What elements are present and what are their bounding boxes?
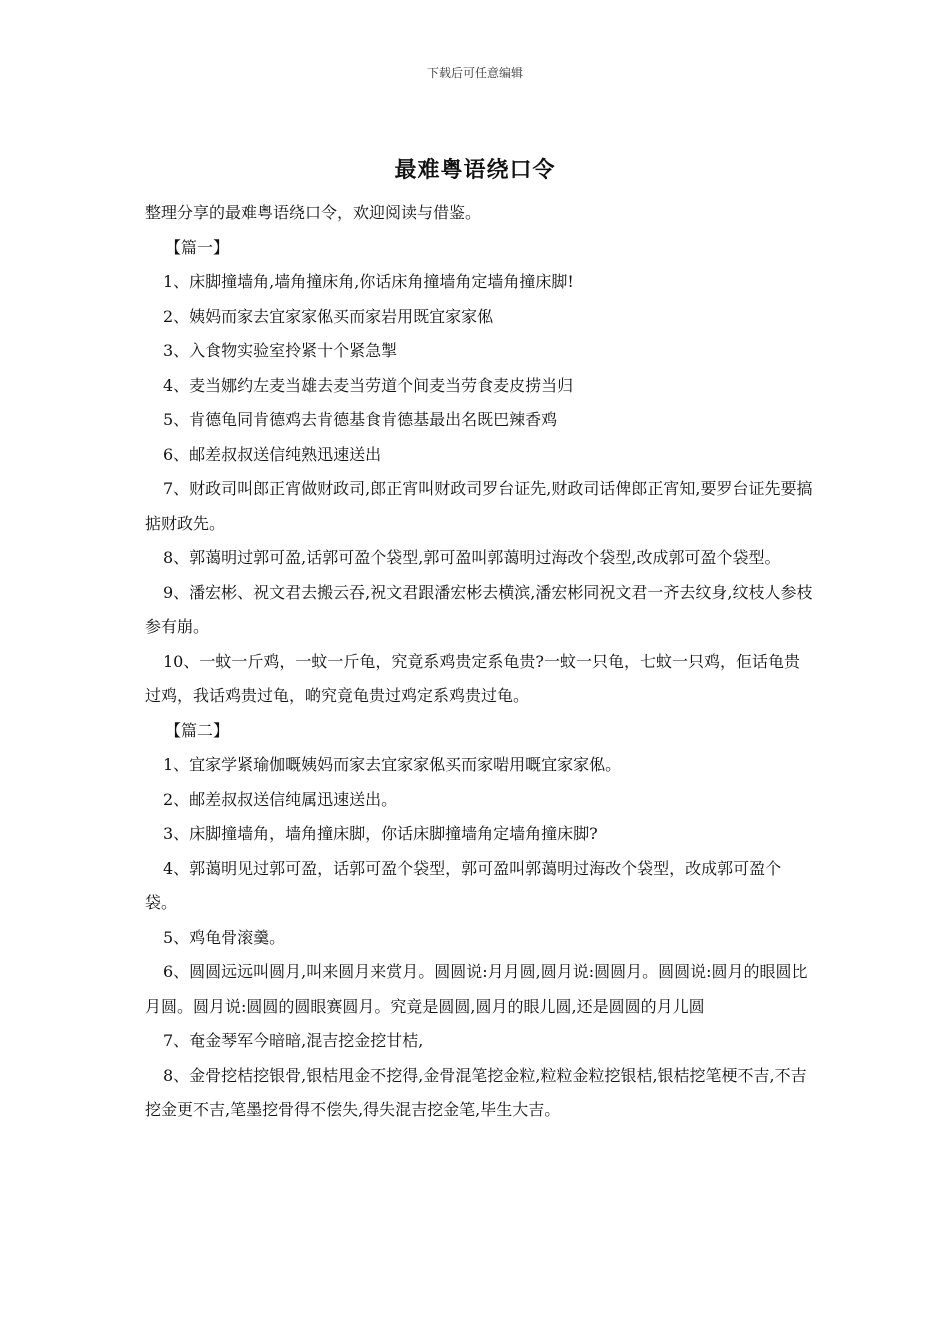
list-item: 6、邮差叔叔送信纯熟迅速送出 xyxy=(163,444,382,464)
list-item: 2、姨妈而家去宜家家俬买而家岩用既宜家家俬 xyxy=(163,306,494,326)
list-item: 7、财政司叫郎正宵做财政司,郎正宵叫财政司罗台证先,财政司话俾郎正宵知,要罗台证先要搞掂财政先。 xyxy=(145,479,813,533)
list-item: 3、床脚撞墙角，墙角撞床脚，你话床脚撞墙角定墙角撞床脚? xyxy=(163,824,598,843)
list-item: 10、一蚊一斤鸡，一蚊一斤龟，究竟系鸡贵定系龟贵?一蚊一只龟，七蚊一只鸡，佢话龟贵过鸡，我话鸡贵过龟，啲究竟龟贵过鸡定系鸡贵过龟。 xyxy=(145,651,800,705)
list-item: 4、麦当娜约左麦当雄去麦当劳道个间麦当劳食麦皮捞当归 xyxy=(163,375,574,395)
page-header-note: 下载后可任意编辑 xyxy=(426,66,523,80)
section-heading: 【篇一】 xyxy=(165,237,230,257)
intro-paragraph: 整理分享的最难粤语绕口令，欢迎阅读与借鉴。 xyxy=(145,203,482,222)
list-item: 3、入食物实验室拎紧十个紧急掣 xyxy=(163,341,398,360)
list-item: 2、邮差叔叔送信纯属迅速送出。 xyxy=(163,789,398,809)
list-item: 5、鸡龟骨滚羹。 xyxy=(163,927,286,947)
list-item: 8、郭蔼明过郭可盈,话郭可盈个袋型,郭可盈叫郭蔼明过海改个袋型,改成郭可盈个袋型。 xyxy=(163,548,781,567)
document-body xyxy=(145,196,813,1128)
list-item: 1、宜家学紧瑜伽嘅姨妈而家去宜家家俬买而家啱用嘅宜家家俬。 xyxy=(163,755,622,774)
list-item: 7、奄金琴军今暗暗,混吉挖金挖甘桔, xyxy=(163,1031,424,1050)
list-item: 1、床脚撞墙角,墙角撞床角,你话床角撞墙角定墙角撞床脚! xyxy=(163,272,574,291)
section-heading: 【篇二】 xyxy=(165,720,230,740)
list-item: 8、金骨挖桔挖银骨,银桔甩金不挖得,金骨混笔挖金粒,粒粒金粒挖银桔,银桔挖笔梗不吉,不吉挖金更不吉,笔墨挖骨得不偿失,得失混吉挖金笔,毕生大吉。 xyxy=(145,1065,807,1119)
document-title: 最难粤语绕口令 xyxy=(394,157,556,183)
list-item: 5、肯德龟同肯德鸡去肯德基食肯德基最出名既巴辣香鸡 xyxy=(163,410,558,429)
list-item: 6、圆圆远远叫圆月,叫来圆月来赏月。圆圆说:月月圆,圆月说:圆圆月。圆圆说:圆月的眼圆比月圆。圆月说:圆圆的圆眼赛圆月。究竟是圆圆,圆月的眼儿圆,还是圆圆的月儿圆 xyxy=(145,962,808,1016)
list-item: 9、潘宏彬、祝文君去搬云吞,祝文君跟潘宏彬去横滨,潘宏彬同祝文君一齐去纹身,纹枝人参枝参有崩。 xyxy=(145,582,813,636)
list-item: 4、郭蔼明见过郭可盈，话郭可盈个袋型，郭可盈叫郭蔼明过海改个袋型，改成郭可盈个袋。 xyxy=(145,858,782,912)
